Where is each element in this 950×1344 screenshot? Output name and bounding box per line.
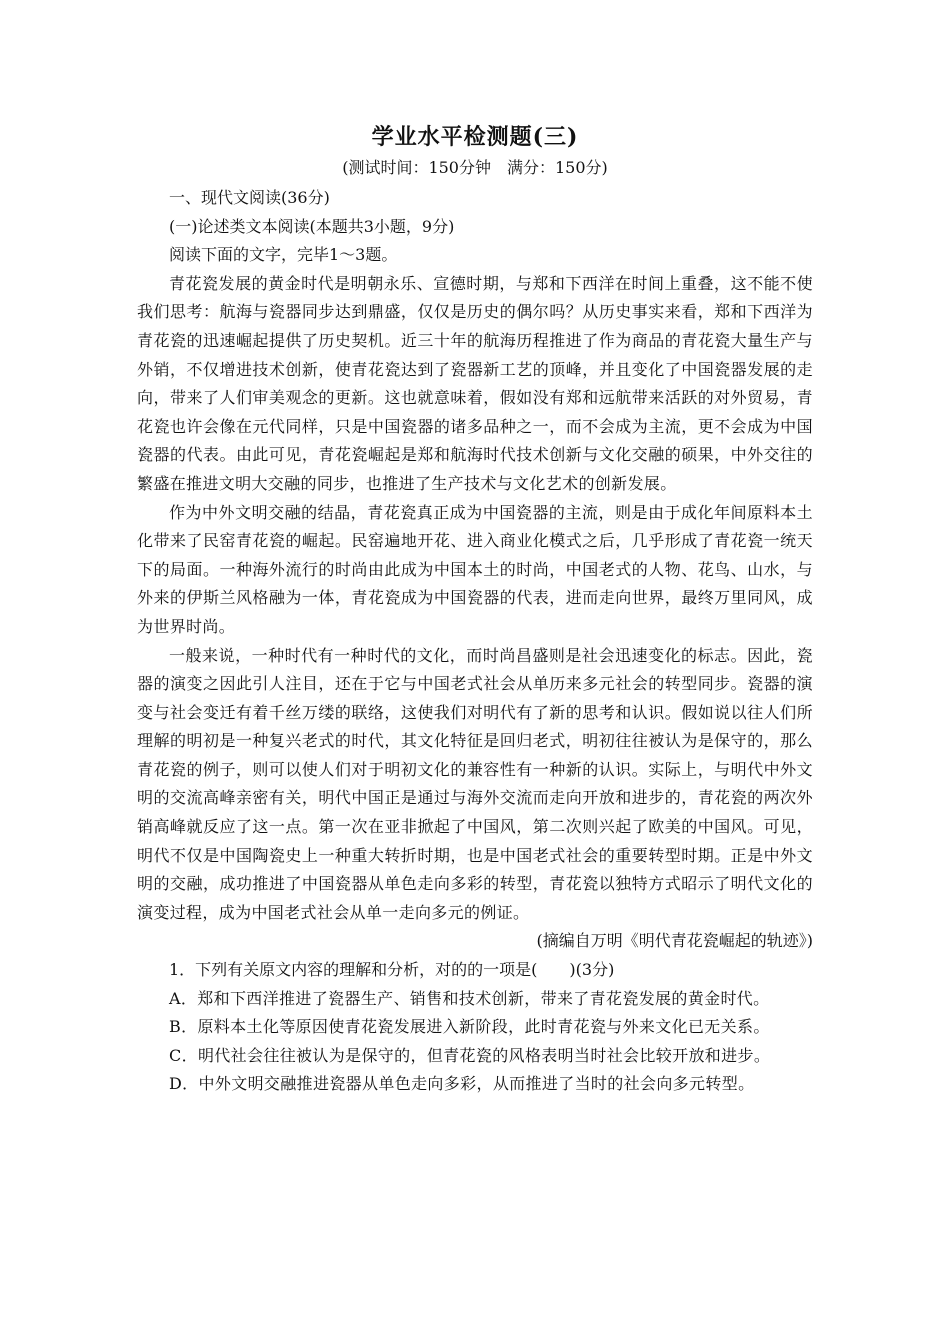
subsection-heading: (一)论述类文本阅读(本题共3小题，9分): [169, 216, 455, 236]
page-title: 学业水平检测题(三): [371, 124, 579, 150]
exam-info: (测试时间：150分钟 满分：150分): [342, 158, 608, 177]
article-paragraph-1: 青花瓷发展的黄金时代是明朝永乐、宣德时期，与郑和下西洋在时间上重叠，这不能不使我们思考：航海与瓷器同步达到鼎盛，仅仅是历史的偶尔吗？从历史事实来看，郑和下西洋为青花瓷的迅速崛起提供了历史契机。近三十年的航海历程推进了作为商品的青花瓷大量生产与外销，不仅增进技术创新，使青花瓷达到了瓷器新工艺的顶峰，并且变化了中国瓷器发展的走向，带来了人们审美观念的更新。这也就意味着，假如没有郑和远航带来活跃的对外贸易，青花瓷也许会像在元代同样，只是中国瓷器的诸多品种之一，而不会成为主流，更不会成为中国瓷器的代表。由此可见，青花瓷崛起是郑和航海时代技术创新与文化交融的硕果，中外交往的繁盛在推进文明大交融的同步，也推进了生产技术与文化艺术的创新发展。: [137, 273, 813, 493]
question-1-option-d: D．中外文明交融推进瓷器从单色走向多彩，从而推进了当时的社会向多元转型。: [169, 1074, 755, 1094]
question-1-option-c: C．明代社会往往被认为是保守的，但青花瓷的风格表明当时社会比较开放和进步。: [169, 1045, 771, 1065]
article-paragraph-3: 一般来说，一种时代有一种时代的文化，而时尚昌盛则是社会迅速变化的标志。因此，瓷器的演变之因此引人注目，还在于它与中国老式社会从单历来多元社会的转型同步。瓷器的演变与社会变迁有着千丝万缕的联络，这使我们对明代有了新的思考和认识。假如说以往人们所理解的明初是一种复兴老式的时代，其文化特征是回归老式，明初往往被认为是保守的，那么青花瓷的例子，则可以使人们对于明初文化的兼容性有一种新的认识。实际上，与明代中外文明的交流高峰亲密有关，明代中国正是通过与海外交流而走向开放和进步的，青花瓷的两次外销高峰就反应了这一点。第一次在亚非掀起了中国风，第二次则兴起了欧美的中国风。可见，明代不仅是中国陶瓷史上一种重大转折时期，也是中国老式社会的重要转型时期。正是中外文明的交融，成功推进了中国瓷器从单色走向多彩的转型，青花瓷以独特方式昭示了明代文化的演变过程，成为中国老式社会从单一走向多元的例证。: [137, 645, 813, 922]
reading-instruction: 阅读下面的文字，完毕1～3题。: [169, 245, 398, 265]
page-content: [137, 120, 813, 1099]
article-paragraph-2: 作为中外文明交融的结晶，青花瓷真正成为中国瓷器的主流，则是由于成化年间原料本土化带来了民窑青花瓷的崛起。民窑遍地开花、进入商业化模式之后，几乎形成了青花瓷一统天下的局面。一种海外流行的时尚由此成为中国本土的时尚，中国老式的人物、花鸟、山水，与外来的伊斯兰风格融为一体，青花瓷成为中国瓷器的代表，进而走向世界，最终万里同风，成为世界时尚。: [137, 502, 813, 636]
question-1-stem: 1．下列有关原文内容的理解和分析，对的的一项是( )(3分): [169, 960, 615, 980]
question-1-option-a: A．郑和下西洋推进了瓷器生产、销售和技术创新，带来了青花瓷发展的黄金时代。: [169, 988, 770, 1008]
question-1-option-b: B．原料本土化等原因使青花瓷发展进入新阶段，此时青花瓷与外来文化已无关系。: [169, 1017, 770, 1037]
section-heading: 一、现代文阅读(36分): [169, 188, 330, 207]
article-source: (摘编自万明《明代青花瓷崛起的轨迹》): [536, 931, 813, 951]
